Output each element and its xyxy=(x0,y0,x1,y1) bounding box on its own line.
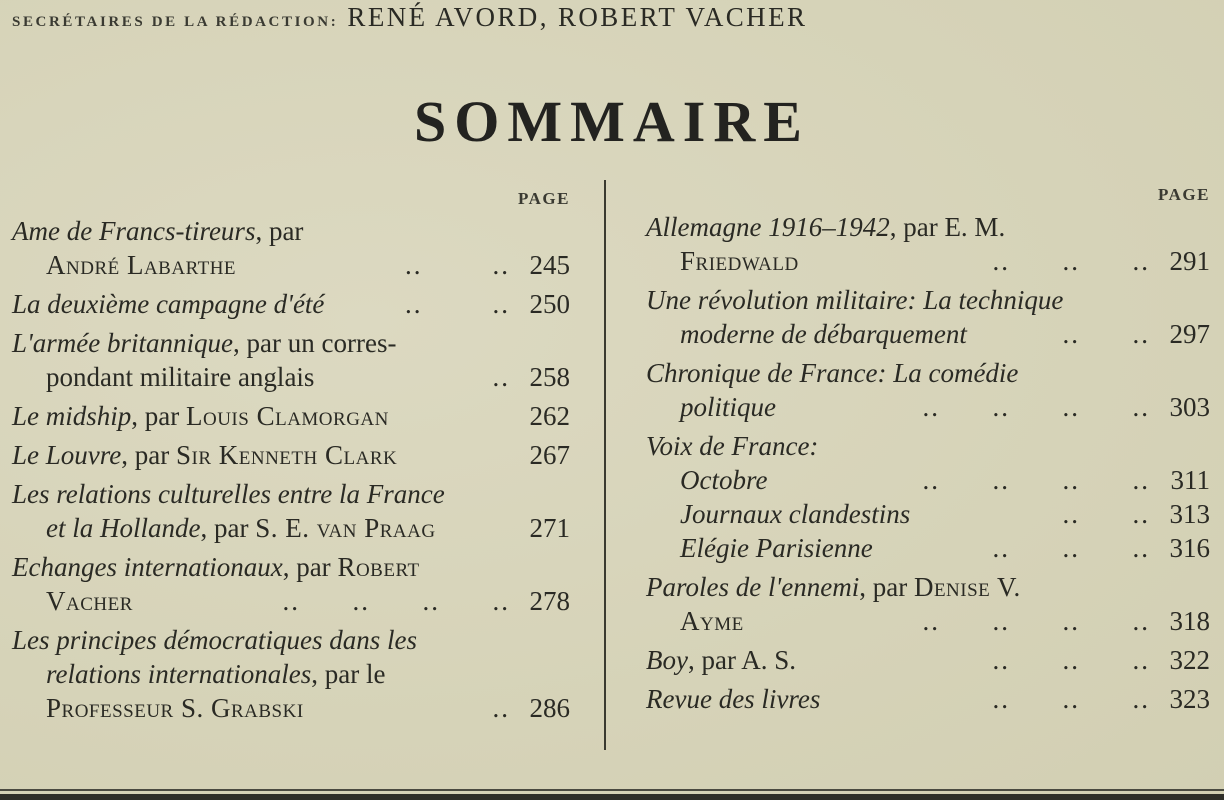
author-name: S. E. van Praag xyxy=(255,513,436,543)
leader-dots xyxy=(389,399,518,433)
article-title: Boy xyxy=(646,645,688,675)
article-title: Ame de Francs-tireurs xyxy=(12,216,256,246)
article-title: Echanges internationaux xyxy=(12,552,283,582)
leader-dots: .. .. xyxy=(405,250,510,280)
page-title: SOMMAIRE xyxy=(414,89,810,154)
toc-entry[interactable] xyxy=(12,399,570,433)
leader-dots: .. .. xyxy=(405,289,510,319)
byline-connector: , par xyxy=(200,513,256,543)
article-title: Revue des livres xyxy=(646,684,821,714)
entry-text xyxy=(680,531,873,565)
byline-connector: , par un corres- xyxy=(233,328,397,358)
secretaries-label: SECRÉTAIRES DE LA RÉDACTION: xyxy=(12,14,339,30)
toc-entry-line xyxy=(646,210,1210,244)
editorial-secretaries xyxy=(12,2,807,33)
article-title: La deuxième campagne d'été xyxy=(12,289,325,319)
article-title: politique xyxy=(680,392,776,422)
article-title: Une révolution militaire: La technique xyxy=(646,285,1064,315)
toc-entry-line xyxy=(646,283,1210,317)
toc-entry-line xyxy=(12,477,570,511)
column-divider xyxy=(604,180,606,750)
toc-left-column xyxy=(12,184,570,730)
toc-entry[interactable] xyxy=(646,210,1210,278)
page-number: 303 xyxy=(1169,392,1210,422)
bottom-rule-thick xyxy=(0,794,1224,800)
author-name: Ayme xyxy=(680,606,744,636)
entry-text xyxy=(46,511,436,545)
toc-entry-line xyxy=(12,584,570,618)
byline-connector: , par xyxy=(282,552,338,582)
toc-entry-line xyxy=(646,390,1210,424)
toc-entry-line xyxy=(646,463,1210,497)
page-number: 311 xyxy=(1170,465,1210,495)
leader-dots: .. .. .. xyxy=(992,533,1150,563)
entry-text xyxy=(680,497,910,531)
leader-dots: .. .. xyxy=(1062,319,1150,349)
entry-text xyxy=(646,643,796,677)
toc-entry-line xyxy=(12,248,570,282)
article-title: relations internationales xyxy=(46,659,312,689)
entry-text xyxy=(12,438,397,472)
entry-text xyxy=(680,604,744,638)
page-number: 322 xyxy=(1169,645,1210,675)
toc-entry-line xyxy=(12,657,570,691)
toc-entry-line xyxy=(646,497,1210,531)
entry-text xyxy=(12,477,445,511)
leader-dots: .. .. .. xyxy=(992,645,1150,675)
author-name: Professeur S. Grabski xyxy=(46,693,304,723)
article-title: moderne de débarquement xyxy=(680,319,967,349)
leader-dots: .. .. .. xyxy=(992,246,1150,276)
byline-connector: , par A. S. xyxy=(687,645,796,675)
entry-text xyxy=(46,691,304,725)
toc-right-column xyxy=(646,180,1210,721)
entry-text xyxy=(646,682,820,716)
page-number: 318 xyxy=(1169,606,1210,636)
toc-entry-line xyxy=(12,360,570,394)
page-number: 267 xyxy=(529,440,570,470)
entry-text xyxy=(680,244,799,278)
page-number: 291 xyxy=(1169,246,1210,276)
toc-entry[interactable] xyxy=(646,429,1210,565)
entry-text xyxy=(646,356,1018,390)
page-number: 286 xyxy=(529,693,570,723)
page-number: 245 xyxy=(529,250,570,280)
article-title: et la Hollande xyxy=(46,513,201,543)
toc-entry-line xyxy=(646,244,1210,278)
entry-text xyxy=(46,584,133,618)
page-number: 258 xyxy=(529,362,570,392)
author-name: Robert xyxy=(337,552,420,582)
toc-entry[interactable] xyxy=(12,214,570,282)
byline-connector: , par le xyxy=(311,659,386,689)
toc-entry[interactable] xyxy=(12,477,570,545)
toc-entry[interactable] xyxy=(646,643,1210,677)
toc-entry-line xyxy=(12,438,570,472)
toc-entry-line xyxy=(12,399,570,433)
entry-text xyxy=(646,570,1021,604)
entry-text xyxy=(12,550,420,584)
toc-entry-line xyxy=(646,531,1210,565)
byline-connector: , par E. M. xyxy=(889,212,1006,242)
article-title: Le Louvre xyxy=(12,440,122,470)
article-title: Les relations culturelles entre la France xyxy=(12,479,445,509)
toc-entry[interactable] xyxy=(12,550,570,618)
entry-text xyxy=(680,463,767,497)
toc-entry[interactable] xyxy=(12,287,570,321)
page-number: 271 xyxy=(529,513,570,543)
article-title: L'armée britannique xyxy=(12,328,234,358)
page-number: 262 xyxy=(529,401,570,431)
toc-entry-line xyxy=(646,570,1210,604)
entry-text xyxy=(646,210,1005,244)
toc-entry[interactable] xyxy=(646,682,1210,716)
entry-text xyxy=(12,399,389,433)
page-number: 250 xyxy=(529,289,570,319)
toc-entry-line xyxy=(12,550,570,584)
toc-entry[interactable] xyxy=(12,623,570,725)
page-number: 316 xyxy=(1169,533,1210,563)
toc-entry[interactable] xyxy=(12,438,570,472)
entry-text xyxy=(46,248,236,282)
toc-entry-line xyxy=(646,356,1210,390)
page-column-label: PAGE xyxy=(1158,185,1210,204)
toc-entry-line xyxy=(646,682,1210,716)
bottom-rule-thin xyxy=(0,789,1224,791)
leader-dots: .. .. .. .. xyxy=(922,465,1150,495)
toc-entry[interactable] xyxy=(12,326,570,394)
entry-text xyxy=(12,326,396,360)
entry-text xyxy=(46,657,385,691)
toc-entry[interactable] xyxy=(646,356,1210,424)
entry-text xyxy=(12,623,417,657)
byline-connector: , par xyxy=(859,572,914,602)
article-title: Voix de France: xyxy=(646,431,819,461)
byline-connector: , par xyxy=(131,401,186,431)
toc-entry-line xyxy=(646,604,1210,638)
article-title: Chronique de France: La comédie xyxy=(646,358,1019,388)
article-title: Les principes démocratiques dans les xyxy=(12,625,417,655)
page-number: 323 xyxy=(1169,684,1210,714)
leader-dots xyxy=(397,438,518,472)
page-number: 313 xyxy=(1169,499,1210,529)
byline-connector: , par xyxy=(121,440,176,470)
article-title: Elégie Parisienne xyxy=(680,533,873,563)
article-title: Le midship xyxy=(12,401,132,431)
article-title: Paroles de l'ennemi xyxy=(646,572,860,602)
toc-entry[interactable] xyxy=(646,570,1210,638)
toc-entry-line xyxy=(12,691,570,725)
toc-entry-line xyxy=(12,287,570,321)
article-text: pondant militaire anglais xyxy=(46,362,315,392)
toc-entry-line xyxy=(646,643,1210,677)
author-name: Friedwald xyxy=(680,246,799,276)
article-title: Allemagne 1916–1942 xyxy=(646,212,890,242)
secretaries-names: RENÉ AVORD, ROBERT VACHER xyxy=(347,2,808,32)
toc-entry-line xyxy=(12,326,570,360)
entry-text xyxy=(680,317,967,351)
leader-dots: .. .. .. xyxy=(992,684,1150,714)
toc-entry[interactable] xyxy=(646,283,1210,351)
article-title: Journaux clandestins xyxy=(680,499,911,529)
entry-text xyxy=(12,214,303,248)
page-number: 297 xyxy=(1169,319,1210,349)
article-title: Octobre xyxy=(680,465,768,495)
byline-connector: , par xyxy=(255,216,304,246)
toc-entry-line xyxy=(646,317,1210,351)
page-column-label: PAGE xyxy=(518,189,570,208)
page-number: 278 xyxy=(529,586,570,616)
leader-dots: .. .. .. .. xyxy=(922,392,1150,422)
author-name: André Labarthe xyxy=(46,250,237,280)
entry-text xyxy=(46,360,314,394)
toc-entry-line xyxy=(646,429,1210,463)
entry-text xyxy=(646,283,1063,317)
entry-text xyxy=(680,390,776,424)
leader-dots: .. xyxy=(492,693,510,723)
toc-entry-line xyxy=(12,214,570,248)
leader-dots xyxy=(436,511,518,545)
entry-text xyxy=(12,287,324,321)
leader-dots: .. .. .. .. xyxy=(282,586,510,616)
leader-dots: .. xyxy=(492,362,510,392)
author-name: Louis Clamorgan xyxy=(186,401,389,431)
leader-dots: .. .. .. .. xyxy=(922,606,1150,636)
leader-dots: .. .. xyxy=(1062,499,1150,529)
author-name: Vacher xyxy=(46,586,133,616)
toc-entry-line xyxy=(12,511,570,545)
author-name: Denise V. xyxy=(913,572,1021,602)
author-name: Sir Kenneth Clark xyxy=(175,440,398,470)
entry-text xyxy=(646,429,818,463)
toc-entry-line xyxy=(12,623,570,657)
